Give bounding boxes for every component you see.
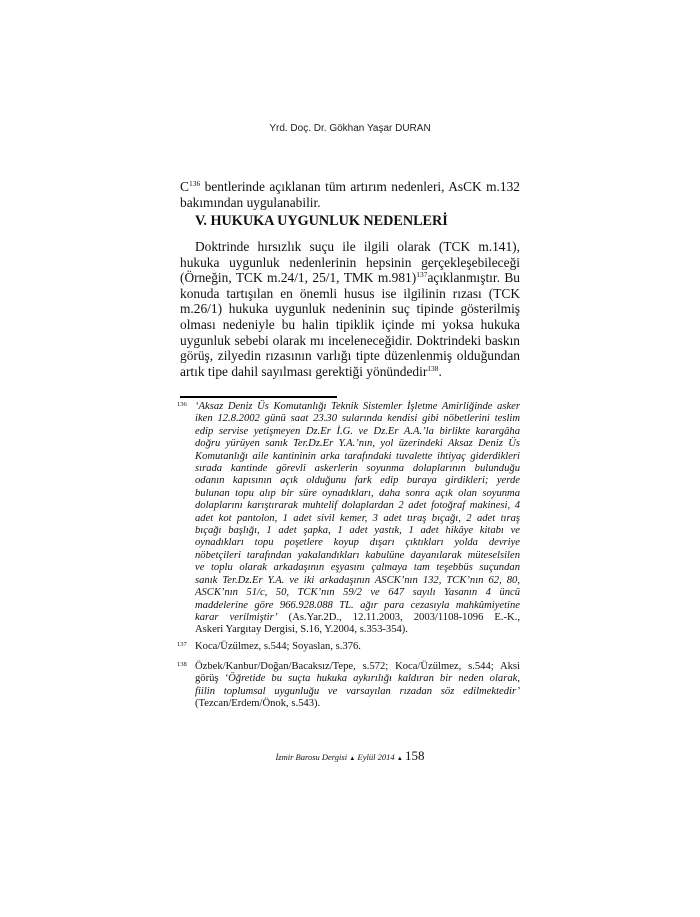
footnote-line: iken 12.8.2002 günü saat 23.30 sularında kendisi gibi nöbetlerini teslim	[195, 413, 520, 425]
footnote-line: bulunan topu alıp bir süre oynadıkları, daha sonra açık olan soyunma	[195, 487, 520, 499]
section-heading: V. HUKUKA UYGUNLUK NEDENLERİ	[195, 213, 448, 229]
paragraph-line-text: .	[438, 363, 442, 379]
paragraph-line-text: artık tipe dahil sayılması gerektiği yönündedir	[180, 363, 428, 379]
paragraph-line	[180, 364, 520, 380]
paragraph-line-text: açıklanmıştır. Bu	[427, 270, 520, 286]
footnote-ref-136[interactable]: 136	[188, 179, 201, 188]
running-header: Yrd. Doç. Dr. Gökhan Yaşar DURAN	[269, 123, 431, 134]
footnote-line: odanın kapısının açık olduğunu fark edip buraya girdikleri; yerde	[195, 475, 520, 487]
footnote-line: sanık Ter.Dz.Er Y.A. ve iki arkadaşının ASCK’nın 132, TCK’nın 62, 80,	[195, 574, 520, 586]
intro-line-1-text: bentlerinde açıklanan tüm artırım nedenleri, AsCK m.132	[204, 179, 520, 194]
footnote-136	[177, 401, 520, 637]
journal-name: İzmir Barosu Dergisi	[275, 752, 348, 762]
footnote-line: bıçağı başlığı, 1 adet şapka, 1 adet yastık, 1 adet hikâye kitabı ve	[195, 525, 520, 537]
footnote-line: dolaplarını karıştırarak muhtelif dolaplardan 2 adet fotoğraf makinesi, 4	[195, 500, 520, 512]
paragraph-line	[180, 270, 520, 286]
footnote-text	[195, 401, 520, 612]
page-number: 158	[405, 748, 425, 763]
footnote-ref-137[interactable]: 137	[416, 270, 428, 280]
intro-text	[180, 179, 520, 210]
footnote-137	[177, 641, 520, 653]
paragraph-line: Doktrinde hırsızlık suçu ile ilgili olarak (TCK m.141),	[195, 239, 520, 254]
separator-triangle-icon: ▲	[349, 756, 356, 762]
footnote-line: doğru yürüyen sanık Ter.Dz.Er Y.A.’nın, yol üzerindeki Aksaz Deniz Üs	[195, 438, 520, 450]
footnote-line: oynadıkları topu poşetlere koyup dışarı çıktıkları yolda devriye	[195, 537, 520, 549]
footnote-line	[195, 673, 520, 685]
footnote-line: fiilin toplumsal uygunluğu ve varsayılan rızadan söz edilmektedir’	[195, 685, 520, 697]
paragraph-line: konuda tartışılan en önemli husus ise ilgilinin rızası (TCK	[180, 285, 520, 301]
intro-line-2: bakımından uygulanabilir.	[180, 194, 321, 210]
footnote-line: ‘Aksaz Deniz Üs Komutanlığı Teknik Sistemler İşletme Amirliğinde asker	[195, 401, 520, 412]
footnote-line-normal: (As.Yar.2D., 12.11.2003, 2003/1108-1096 E.-K.,	[277, 611, 520, 623]
footnote-line: ASCK’nın 51/c, 50, TCK’nın 59/2 ve 647 sayılı Yasanın 4 üncü	[195, 587, 520, 599]
footnote-138	[177, 661, 520, 711]
page-footer	[0, 748, 700, 764]
intro-line-1: $C^{136}$ bentlerinde açıklanan tüm artırım nedenleri, AsCK m.132	[180, 179, 520, 194]
footnote-line: nöbetçileri tarafından yakalandıkları kabulüne dayanılarak müteselsilen	[195, 549, 520, 561]
footnote-number: 136	[177, 401, 187, 408]
paragraph-line: olması nedeniyle bu halin tipiklik içinde mi yoksa hukuka	[180, 316, 520, 332]
footnote-line-italic: ‘Öğretide bu suçta hukuka aykırılığı kaldıran bir neden olarak,	[224, 673, 520, 685]
footnote-line: Komutanlığı aile kantininin arka tarafındaki tuvalette ihtiyaç giderdikleri	[195, 450, 520, 462]
footnote-line: (Tezcan/Erdem/Önok, s.543).	[195, 698, 321, 710]
footnote-number: 138	[177, 661, 187, 668]
footnote-line: maddelerine göre 966.928.088 TL. ağır para cezasıyla mahkûmiyetine	[195, 599, 520, 611]
footnote-line: adet kot pantolon, 1 adet sivil kemer, 3 adet tıraş bıçağı, 2 adet tıraş	[195, 512, 520, 524]
footnote-line: ve toplu olarak arkadaşının eşyasını çalmaya tam teşebbüs suçundan	[195, 562, 520, 574]
footnote-line: edip servise yetişmeyen Dz.Er İ.G. ve Dz.Er A.A.’la birlikte karargâha	[195, 425, 520, 437]
footnote-line: sırada kantinde görevli askerlerin soyunma dolaplarının bulunduğu	[195, 463, 520, 475]
footnote-line-italic: karar verilmiştir’	[195, 611, 278, 623]
paragraph-line: m.26/1) hukuka uygunluk nedeninin suç tipinde gösterilmiş	[180, 301, 520, 317]
footnote-line	[195, 612, 520, 624]
footnote-ref-138[interactable]: 138	[427, 363, 439, 373]
footnote-line: Koca/Üzülmez, s.544; Soyaslan, s.376.	[195, 641, 361, 652]
paragraph-line: uygunluk sebebi olarak mı inceleneceğidir. Doktrindeki baskın	[180, 332, 520, 348]
footnote-number: 137	[177, 641, 187, 648]
footnote-line-normal: görüş	[195, 673, 225, 685]
footnote-separator	[180, 396, 337, 398]
paragraph-line: görüş, zilyedin rızasının varlığı tipte düzenlenmiş olduğundan	[180, 348, 520, 364]
paragraph-line-text: (Örneğin, TCK m.24/1, 25/1, TMK m.981)	[180, 270, 417, 286]
body-paragraph	[180, 239, 520, 379]
separator-triangle-icon: ▲	[396, 756, 403, 762]
issue-date: Eylül 2014	[357, 752, 395, 762]
footnote-line: Askeri Yargıtay Dergisi, S.16, Y.2004, s.353-354).	[195, 624, 408, 636]
footnote-line: Özbek/Kanbur/Doğan/Bacaksız/Tepe, s.572; Koca/Üzülmez, s.544; Aksi	[195, 661, 520, 672]
paragraph-line: hukuka uygunluk nedenlerinin hepsinin gerçekleşebileceği	[180, 254, 520, 270]
